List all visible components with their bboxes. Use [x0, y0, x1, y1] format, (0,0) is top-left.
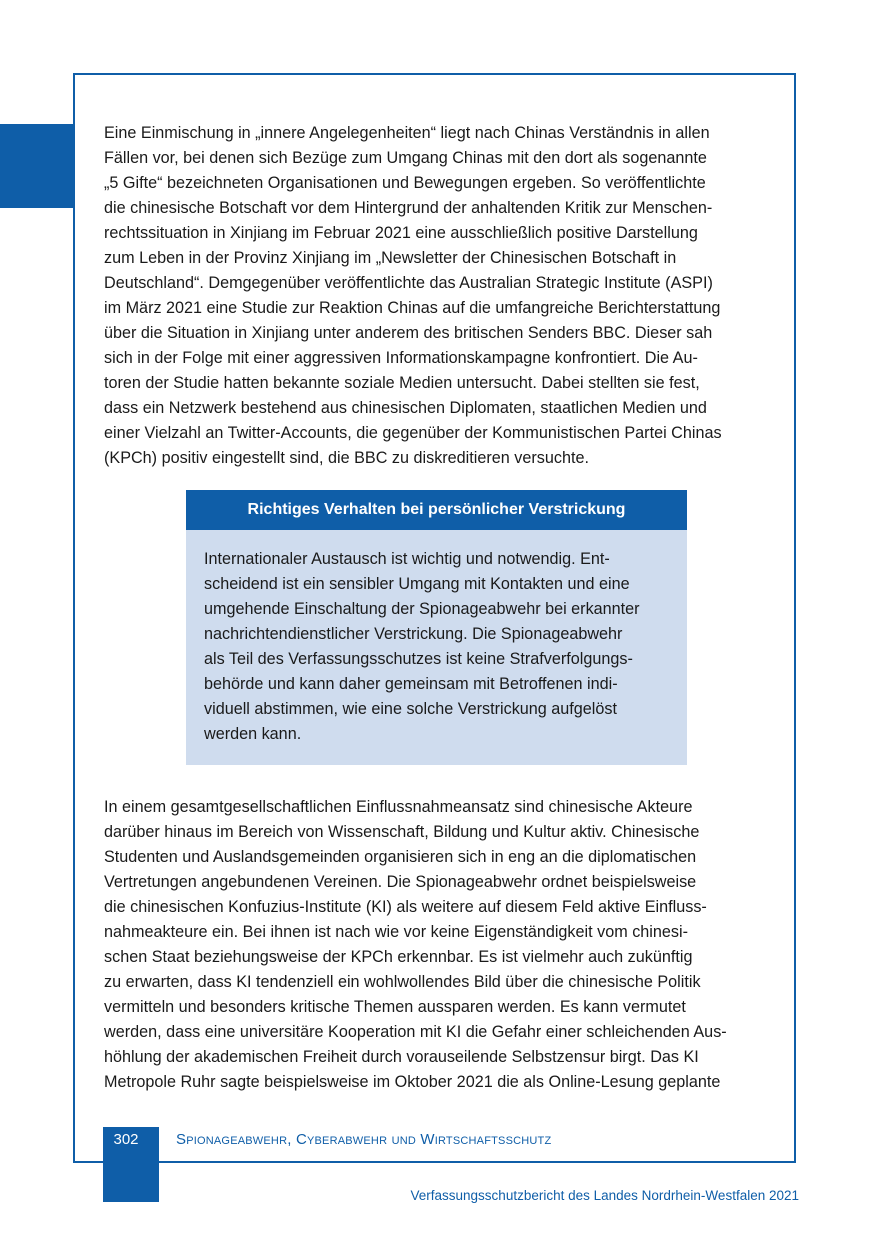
info-box-text: [186, 547, 640, 747]
info-box: [186, 490, 687, 765]
info-box-line: nachrichtendienstlicher Verstrickung. Die Spionageabwehr: [204, 625, 623, 643]
paragraph-line: Metropole Ruhr sagte beispielsweise im Oktober 2021 die als Online-Lesung geplante: [104, 1073, 721, 1091]
paragraph-line: sich in der Folge mit einer aggressiven Informationskampagne konfrontiert. Die Au-: [104, 349, 698, 367]
paragraph-line: toren der Studie hatten bekannte soziale Medien untersucht. Dabei stellten sie fest,: [104, 374, 700, 392]
paragraph-line: „5 Gifte“ bezeichneten Organisationen und Bewegungen ergeben. So veröffentlichte: [104, 174, 706, 192]
paragraph-line: einer Vielzahl an Twitter-Accounts, die gegenüber der Kommunistischen Partei Chinas: [104, 424, 722, 442]
paragraph-line: im März 2021 eine Studie zur Reaktion Chinas auf die umfangreiche Berichterstattung: [104, 299, 721, 317]
paragraph-2: [104, 795, 768, 1095]
info-box-line: werden kann.: [204, 725, 302, 743]
paragraph-line: höhlung der akademischen Freiheit durch vorauseilende Selbstzensur birgt. Das KI: [104, 1048, 699, 1066]
paragraph-line: nahmeakteure ein. Bei ihnen ist nach wie vor keine Eigenständigkeit vom chinesi-: [104, 923, 688, 941]
page-number: 302: [113, 1131, 139, 1148]
paragraph-line: In einem gesamtgesellschaftlichen Einflussnahmeansatz sind chinesische Akteure: [104, 798, 693, 816]
paragraph-line: Vertretungen angebundenen Vereinen. Die Spionageabwehr ordnet beispielsweise: [104, 873, 697, 891]
paragraph-1: [104, 121, 768, 471]
info-box-line: scheidend ist ein sensibler Umgang mit Kontakten und eine: [204, 575, 630, 593]
paragraph-line: rechtssituation in Xinjiang im Februar 2021 eine ausschließlich positive Darstellung: [104, 224, 698, 242]
info-box-title: Richtiges Verhalten bei persönlicher Verstrickung: [186, 490, 687, 530]
info-box-line: Internationaler Austausch ist wichtig und notwendig. Ent-: [204, 550, 610, 568]
info-box-line: als Teil des Verfassungsschutzes ist keine Strafverfolgungs-: [204, 650, 633, 668]
paragraph-line: Studenten und Auslandsgemeinden organisieren sich in eng an die diplomatischen: [104, 848, 697, 866]
chapter-side-tab: [0, 124, 75, 208]
paragraph-line: Deutschland“. Demgegenüber veröffentlichte das Australian Strategic Institute (ASPI): [104, 274, 713, 292]
info-box-line: umgehende Einschaltung der Spionageabwehr bei erkannter: [204, 600, 640, 618]
page-number-box: [103, 1127, 159, 1202]
info-box-line: viduell abstimmen, wie eine solche Verstrickung aufgelöst: [204, 700, 617, 718]
paragraph-line: über die Situation in Xinjiang unter anderem des britischen Senders BBC. Dieser sah: [104, 324, 713, 342]
paragraph-line: schen Staat beziehungsweise der KPCh erkennbar. Es ist vielmehr auch zukünftig: [104, 948, 693, 966]
paragraph-line: dass ein Netzwerk bestehend aus chinesischen Diplomaten, staatlichen Medien und: [104, 399, 707, 417]
info-box-line: behörde und kann daher gemeinsam mit Betroffenen indi-: [204, 675, 618, 693]
paragraph-line: die chinesischen Konfuzius-Institute (KI) als weitere auf diesem Feld aktive Einfluss-: [104, 898, 707, 916]
paragraph-line: die chinesische Botschaft vor dem Hintergrund der anhaltenden Kritik zur Menschen-: [104, 199, 713, 217]
publication-title: Verfassungsschutzbericht des Landes Nordrhein-Westfalen 2021: [410, 1188, 799, 1203]
paragraph-line: werden, dass eine universitäre Kooperation mit KI die Gefahr einer schleichenden Aus-: [104, 1023, 727, 1041]
running-head: Spionageabwehr, Cyberabwehr und Wirtschaftsschutz: [176, 1131, 552, 1148]
paragraph-line: (KPCh) positiv eingestellt sind, die BBC zu diskreditieren versuchte.: [104, 449, 589, 467]
paragraph-line: zum Leben in der Provinz Xinjiang im „Newsletter der Chinesischen Botschaft in: [104, 249, 677, 267]
paragraph-line: Fällen vor, bei denen sich Bezüge zum Umgang Chinas mit den dort als sogenannte: [104, 149, 707, 167]
paragraph-line: vermitteln und besonders kritische Themen aussparen werden. Es kann vermutet: [104, 998, 686, 1016]
paragraph-line: darüber hinaus im Bereich von Wissenschaft, Bildung und Kultur aktiv. Chinesische: [104, 823, 700, 841]
paragraph-line: zu erwarten, dass KI tendenziell ein wohlwollendes Bild über die chinesische Politik: [104, 973, 701, 991]
paragraph-line: Eine Einmischung in „innere Angelegenheiten“ liegt nach Chinas Verständnis in allen: [104, 124, 710, 142]
